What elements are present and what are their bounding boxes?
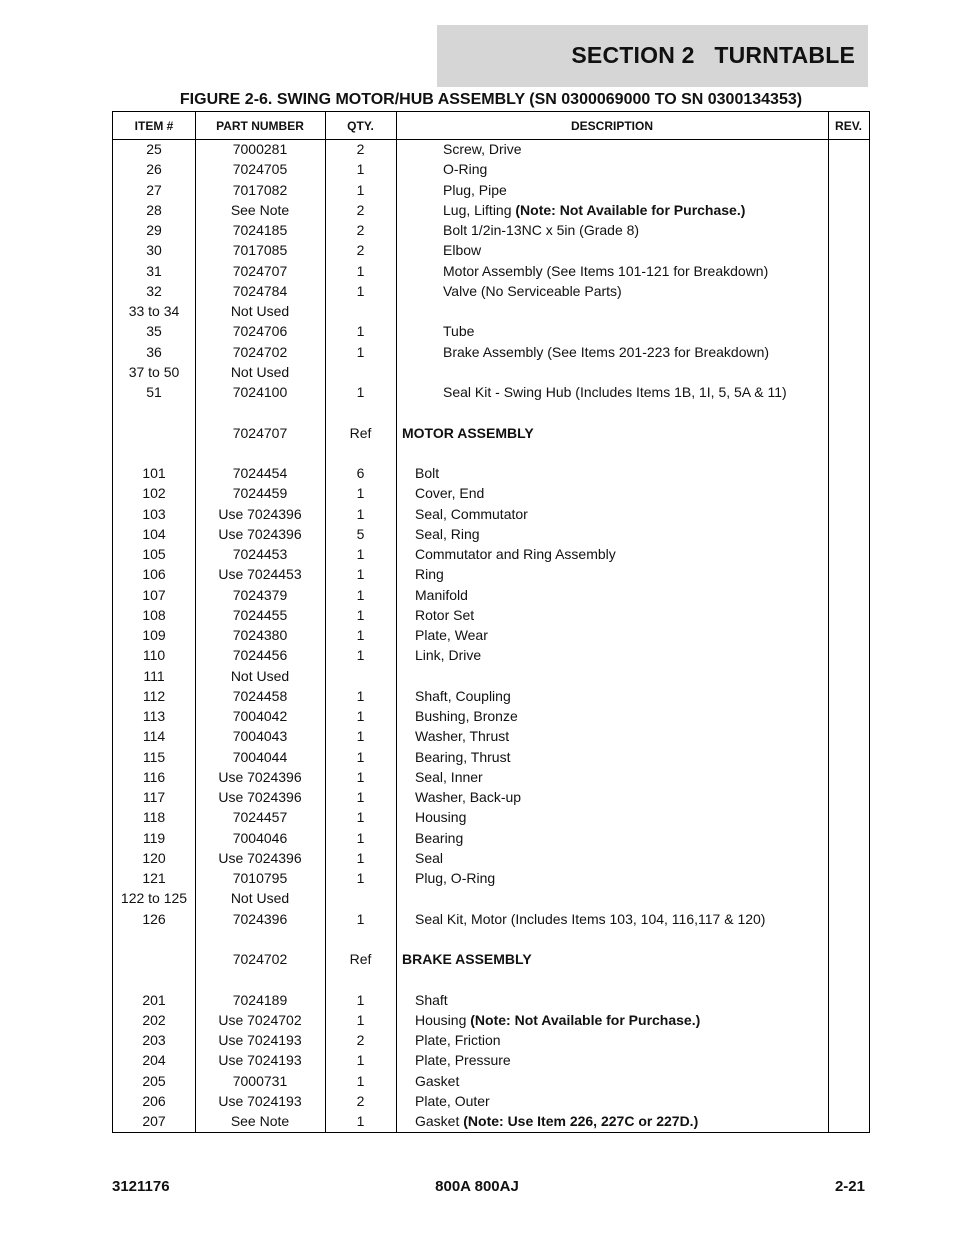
description <box>415 504 528 524</box>
description-text: Valve (No Serviceable Parts) <box>443 282 622 299</box>
table-row <box>113 362 869 382</box>
description-text: Plate, Pressure <box>415 1052 511 1069</box>
description-text: Bolt <box>415 465 440 481</box>
item-number <box>113 949 195 969</box>
description <box>415 747 510 767</box>
description-text: Plate, Wear <box>415 627 488 643</box>
part-number: 7004043 <box>232 728 288 745</box>
description-text: Plate, Friction <box>415 1032 501 1048</box>
table-row <box>113 180 869 200</box>
part-number: 7017082 <box>232 181 288 198</box>
description-text: Housing <box>415 809 467 826</box>
description <box>443 342 769 362</box>
table-row <box>113 524 869 544</box>
description <box>415 686 511 706</box>
part-number: Not Used <box>230 303 290 319</box>
quantity: 1 <box>356 1113 365 1129</box>
description <box>415 990 448 1010</box>
description-text: Seal, Ring <box>415 525 480 542</box>
part-number: Use 7024396 <box>218 789 302 805</box>
item-number: 119 <box>142 829 166 846</box>
description-text: MOTOR ASSEMBLY <box>402 424 534 441</box>
description <box>443 180 507 200</box>
table-row <box>113 1111 869 1131</box>
description-text: Manifold <box>415 586 468 603</box>
quantity: 1 <box>356 708 365 724</box>
item-number: 110 <box>142 647 166 664</box>
quantity: 1 <box>356 849 365 866</box>
footer-model: 800A 800AJ <box>435 1178 519 1195</box>
description <box>415 483 484 503</box>
item-number: 205 <box>142 1072 166 1089</box>
item-number: 105 <box>142 546 166 562</box>
description-text: Brake Assembly (See Items 201-223 for Breakdown) <box>443 343 770 360</box>
part-number: 7024396 <box>232 910 288 927</box>
description <box>415 767 483 787</box>
quantity: 1 <box>356 546 365 562</box>
description <box>415 1091 490 1111</box>
description-text: Seal, Inner <box>415 768 483 785</box>
purchase-note: (Note: Not Available for Purchase.) <box>515 201 746 218</box>
part-number: Not Used <box>230 363 290 380</box>
parts-table <box>112 111 870 1133</box>
item-number: 113 <box>142 708 166 724</box>
table-row <box>113 990 869 1010</box>
part-number: Use 7024193 <box>218 1032 302 1048</box>
quantity: 1 <box>356 991 365 1008</box>
table-row <box>113 747 869 767</box>
description <box>415 706 518 726</box>
table-row <box>113 200 869 220</box>
description-text: Screw, Drive <box>443 141 522 157</box>
quantity: 1 <box>356 262 365 279</box>
description-text: Shaft <box>415 991 448 1008</box>
table-row <box>113 726 869 746</box>
part-number: 7024456 <box>232 647 288 664</box>
table-row <box>113 544 869 564</box>
description-text: Lug, Lifting <box>443 201 512 218</box>
description-text: Gasket <box>415 1113 460 1129</box>
quantity: 1 <box>356 829 365 846</box>
section-banner <box>437 25 868 87</box>
item-number: 104 <box>142 525 166 542</box>
quantity: 2 <box>356 1092 365 1109</box>
description-text: Seal Kit - Swing Hub (Includes Items 1B, 1I, 5, 5A & 11) <box>443 384 787 400</box>
quantity: 1 <box>356 789 365 805</box>
part-number: 7024189 <box>232 991 288 1008</box>
table-row <box>113 1091 869 1111</box>
description <box>443 139 522 159</box>
description <box>415 726 509 746</box>
item-number: 28 <box>146 201 162 218</box>
table-row <box>113 1050 869 1070</box>
quantity <box>325 888 396 908</box>
description-text: BRAKE ASSEMBLY <box>402 951 532 967</box>
table-row <box>113 909 869 929</box>
quantity: 1 <box>356 566 365 583</box>
part-number: Use 7024702 <box>218 1011 302 1028</box>
table-row <box>113 888 869 908</box>
table-row <box>113 139 869 159</box>
quantity: Ref <box>349 951 372 967</box>
purchase-note: (Note: Not Available for Purchase.) <box>470 1011 701 1028</box>
item-number: 33 to 34 <box>128 303 180 319</box>
description-text: Plug, Pipe <box>443 181 507 198</box>
part-number: 7000281 <box>232 141 288 157</box>
description-text: Seal Kit, Motor (Includes Items 103, 104, 116,117 & 120) <box>415 910 766 927</box>
table-row <box>113 342 869 362</box>
item-number: 102 <box>142 485 166 502</box>
description-text: Housing <box>415 1011 467 1028</box>
item-number: 203 <box>142 1032 166 1048</box>
item-number: 35 <box>146 323 162 340</box>
description <box>443 200 745 220</box>
table-row <box>113 1071 869 1091</box>
quantity: 1 <box>356 687 365 704</box>
table-row <box>113 423 869 443</box>
part-number: Use 7024396 <box>218 505 302 522</box>
item-number: 207 <box>142 1113 166 1129</box>
description-text: Rotor Set <box>415 606 475 623</box>
description-text: Washer, Back-up <box>415 789 522 805</box>
item-number: 109 <box>142 627 166 643</box>
quantity: 1 <box>356 586 365 603</box>
quantity: 1 <box>356 161 365 178</box>
description <box>415 848 443 868</box>
part-number: 7024100 <box>232 384 288 400</box>
item-number: 25 <box>146 141 162 157</box>
item-number: 116 <box>142 768 166 785</box>
description <box>443 159 487 179</box>
description-text: Commutator and Ring Assembly <box>415 546 616 562</box>
quantity: 1 <box>356 181 365 198</box>
item-number: 37 to 50 <box>128 363 180 380</box>
item-number: 122 to 125 <box>120 890 188 907</box>
table-row <box>113 321 869 341</box>
part-number: 7024185 <box>232 222 288 238</box>
table-row <box>113 281 869 301</box>
description <box>415 1111 698 1131</box>
part-number: 7024705 <box>232 161 288 178</box>
table-row <box>113 807 869 827</box>
description-text: Washer, Thrust <box>415 728 510 745</box>
item-number: 107 <box>142 586 166 603</box>
description <box>415 625 488 645</box>
table-row <box>113 564 869 584</box>
description-text: Motor Assembly (See Items 101-121 for Breakdown) <box>443 262 769 279</box>
quantity: 1 <box>356 809 365 826</box>
part-number: Use 7024453 <box>218 566 302 583</box>
item-number <box>113 423 195 443</box>
header-description: DESCRIPTION <box>570 119 653 133</box>
part-number: See Note <box>230 1113 290 1129</box>
table-row <box>113 504 869 524</box>
header-rev: REV. <box>835 119 862 133</box>
item-number: 121 <box>142 870 166 886</box>
description <box>443 220 639 240</box>
item-number: 206 <box>142 1092 166 1109</box>
table-row <box>113 666 869 686</box>
quantity: 1 <box>356 748 365 765</box>
description <box>443 281 622 301</box>
description-text: Cover, End <box>415 485 485 502</box>
item-number: 117 <box>142 789 166 805</box>
table-row <box>113 949 869 969</box>
description-text: Bearing, Thrust <box>415 748 511 765</box>
assembly-heading <box>402 949 532 969</box>
quantity: 1 <box>356 1052 365 1069</box>
quantity: 2 <box>356 242 365 259</box>
quantity <box>325 362 396 382</box>
quantity: 1 <box>356 1011 365 1028</box>
part-number: Use 7024396 <box>218 525 302 542</box>
description-text: Link, Drive <box>415 647 482 664</box>
table-row <box>113 585 869 605</box>
description <box>415 828 463 848</box>
item-number: 108 <box>142 606 166 623</box>
description <box>415 1010 700 1030</box>
quantity: 1 <box>356 870 365 886</box>
table-row <box>113 159 869 179</box>
quantity: 1 <box>356 728 365 745</box>
item-number: 27 <box>146 181 162 198</box>
description <box>415 463 439 483</box>
quantity <box>325 301 396 321</box>
description <box>415 1030 501 1050</box>
description <box>415 1071 459 1091</box>
item-number: 26 <box>146 161 162 178</box>
item-number: 112 <box>142 687 166 704</box>
quantity: 1 <box>356 647 365 664</box>
part-number: See Note <box>230 201 290 218</box>
description <box>415 585 468 605</box>
part-number: 7004044 <box>232 748 288 765</box>
item-number: 114 <box>142 728 166 745</box>
item-number: 115 <box>142 748 166 765</box>
part-number: 7024379 <box>232 586 288 603</box>
part-number: 7004046 <box>232 829 288 846</box>
table-row <box>113 220 869 240</box>
quantity: 1 <box>356 606 365 623</box>
part-number: 7024706 <box>232 323 288 340</box>
description <box>415 544 616 564</box>
table-row <box>113 1010 869 1030</box>
description-text: Plate, Outer <box>415 1092 490 1109</box>
quantity: 1 <box>356 1072 365 1089</box>
part-number: 7024380 <box>232 627 288 643</box>
item-number: 118 <box>142 809 166 826</box>
table-row <box>113 828 869 848</box>
item-number: 29 <box>146 222 162 238</box>
table-header <box>113 112 869 140</box>
quantity <box>325 666 396 686</box>
item-number: 204 <box>142 1052 166 1069</box>
description <box>415 909 765 929</box>
part-number: 7024455 <box>232 606 288 623</box>
item-number: 120 <box>142 849 166 866</box>
quantity: 1 <box>356 384 365 400</box>
description-text: Bushing, Bronze <box>415 708 518 724</box>
quantity: 1 <box>356 505 365 522</box>
quantity: 1 <box>356 910 365 927</box>
part-number: 7024702 <box>232 343 288 360</box>
description-text: Seal, Commutator <box>415 505 528 522</box>
table-row <box>113 767 869 787</box>
quantity: 6 <box>356 465 365 481</box>
table-row <box>113 686 869 706</box>
table-row <box>113 787 869 807</box>
table-row <box>113 1030 869 1050</box>
part-number: 7024784 <box>232 282 288 299</box>
description-text: Bolt 1/2in-13NC x 5in (Grade 8) <box>443 222 640 238</box>
table-row <box>113 483 869 503</box>
quantity: 1 <box>356 282 365 299</box>
item-number: 101 <box>142 465 166 481</box>
description-text: Gasket <box>415 1072 460 1089</box>
part-number: 7024702 <box>232 951 288 967</box>
table-row <box>113 301 869 321</box>
item-number: 31 <box>146 262 162 279</box>
item-number: 202 <box>142 1011 166 1028</box>
table-row <box>113 382 869 402</box>
description <box>415 605 474 625</box>
description-text: Bearing <box>415 829 464 846</box>
footer-page-number: 2-21 <box>834 1178 865 1195</box>
quantity: 2 <box>356 1032 365 1048</box>
description <box>415 564 444 584</box>
quantity: 2 <box>356 141 365 157</box>
purchase-note: (Note: Use Item 226, 227C or 227D.) <box>463 1113 699 1129</box>
table-row <box>113 463 869 483</box>
section-title: SECTION 2 TURNTABLE <box>571 42 855 68</box>
part-number: Not Used <box>230 890 290 907</box>
quantity: 1 <box>356 323 365 340</box>
item-number: 126 <box>142 910 166 927</box>
part-number: 7004042 <box>232 708 288 724</box>
quantity: 1 <box>356 768 365 785</box>
description <box>415 645 481 665</box>
part-number: 7024457 <box>232 809 288 826</box>
part-number: 7024707 <box>232 424 288 441</box>
table-row <box>113 706 869 726</box>
header-qty: QTY. <box>347 119 374 133</box>
item-number: 111 <box>143 667 165 684</box>
description-text: Ring <box>415 566 444 583</box>
description <box>443 240 481 260</box>
part-number: Use 7024193 <box>218 1092 302 1109</box>
description-text: Shaft, Coupling <box>415 687 511 704</box>
header-part-number: PART NUMBER <box>216 119 304 133</box>
table-row <box>113 868 869 888</box>
part-number: Use 7024396 <box>218 768 302 785</box>
description-text: Seal <box>415 849 444 866</box>
item-number: 32 <box>146 282 162 299</box>
header-item: ITEM # <box>134 119 174 133</box>
part-number: 7024458 <box>232 687 288 704</box>
quantity: 1 <box>356 343 365 360</box>
part-number: 7000731 <box>232 1072 288 1089</box>
part-number: 7010795 <box>232 870 288 886</box>
quantity: Ref <box>349 424 372 441</box>
table-row <box>113 261 869 281</box>
item-number: 106 <box>142 566 166 583</box>
description <box>415 1050 511 1070</box>
part-number: 7024707 <box>232 262 288 279</box>
quantity: 2 <box>356 222 365 238</box>
item-number: 51 <box>146 384 162 400</box>
description <box>415 868 495 888</box>
description-text: O-Ring <box>443 161 488 178</box>
quantity: 2 <box>356 201 365 218</box>
description <box>415 787 521 807</box>
part-number: 7017085 <box>232 242 288 259</box>
table-row <box>113 848 869 868</box>
table-row <box>113 240 869 260</box>
description-text: Elbow <box>443 242 482 259</box>
table-row <box>113 645 869 665</box>
quantity: 1 <box>356 627 365 643</box>
item-number: 36 <box>146 343 162 360</box>
footer-doc-number: 3121176 <box>112 1178 170 1195</box>
table-row <box>113 625 869 645</box>
description <box>443 321 474 341</box>
item-number: 201 <box>142 991 166 1008</box>
part-number: 7024454 <box>232 465 288 481</box>
description <box>415 524 480 544</box>
part-number: Use 7024193 <box>218 1052 302 1069</box>
quantity: 5 <box>356 525 365 542</box>
description <box>443 382 787 402</box>
description <box>415 807 466 827</box>
item-number: 103 <box>142 505 166 522</box>
part-number: Use 7024396 <box>218 849 302 866</box>
description <box>443 261 768 281</box>
quantity: 1 <box>356 485 365 502</box>
table-row <box>113 605 869 625</box>
part-number: Not Used <box>230 667 290 684</box>
description-text: Tube <box>443 323 475 340</box>
part-number: 7024453 <box>232 546 288 562</box>
figure-title: FIGURE 2-6. SWING MOTOR/HUB ASSEMBLY (SN 0300069000 TO SN 0300134353) <box>179 91 803 108</box>
part-number: 7024459 <box>232 485 288 502</box>
assembly-heading <box>402 423 534 443</box>
item-number: 30 <box>146 242 162 259</box>
description-text: Plug, O-Ring <box>415 870 496 886</box>
